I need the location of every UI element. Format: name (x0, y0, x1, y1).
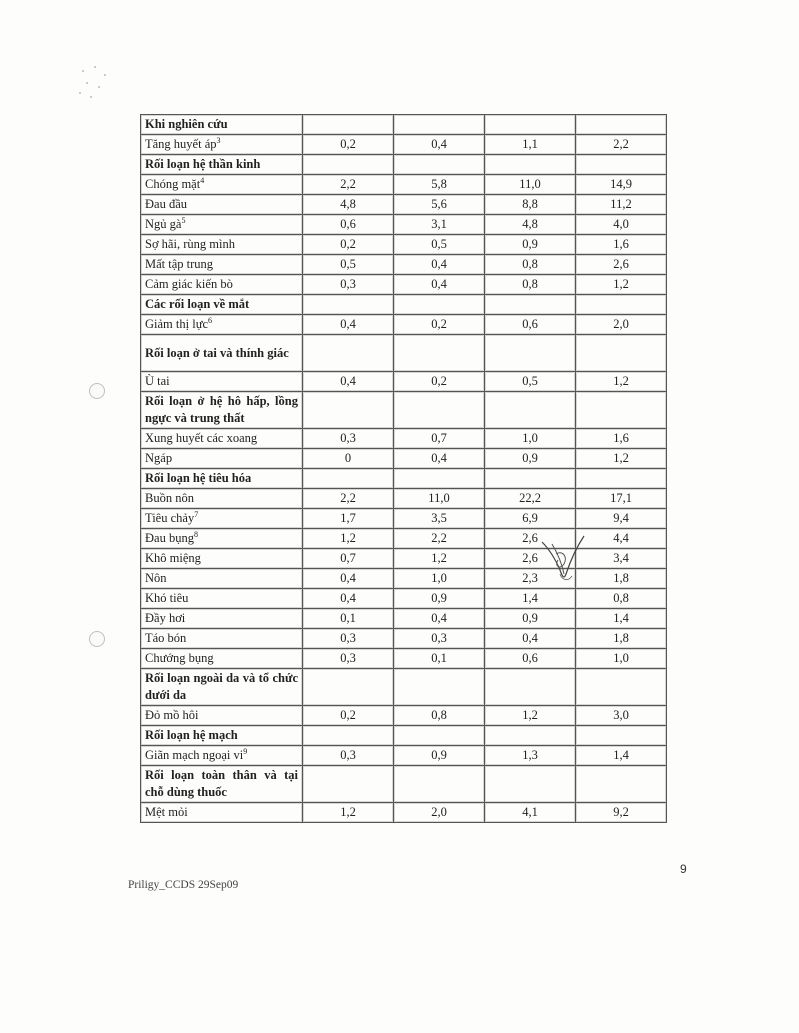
section-header-row (141, 726, 667, 746)
value-cell: 0,4 (303, 315, 394, 335)
value-cell (303, 669, 394, 706)
value-cell: 1,3 (485, 746, 576, 766)
value-cell (394, 335, 485, 372)
value-cell: 1,7 (303, 509, 394, 529)
value-cell: 1,0 (485, 429, 576, 449)
row-label-cell (141, 609, 303, 629)
value-cell: 1,6 (576, 235, 667, 255)
value-cell: 2,6 (485, 549, 576, 569)
value-cell: 11,0 (394, 489, 485, 509)
value-cell: 2,6 (485, 529, 576, 549)
document-footer: Priligy_CCDS 29Sep09 (128, 879, 239, 891)
adverse-events-table (140, 114, 667, 823)
row-label-cell (141, 706, 303, 726)
table-row (141, 235, 667, 255)
row-label: Đầy hơi (145, 611, 186, 625)
value-cell: 0,5 (485, 372, 576, 392)
table-row (141, 315, 667, 335)
footnote-marker: 3 (216, 135, 221, 145)
row-label-cell (141, 489, 303, 509)
value-cell (576, 766, 667, 803)
value-cell: 0,6 (485, 649, 576, 669)
value-cell (394, 669, 485, 706)
row-label-cell (141, 215, 303, 235)
value-cell (576, 115, 667, 135)
row-label: Mất tập trung (145, 257, 214, 271)
row-label: Chướng bụng (145, 651, 214, 665)
value-cell: 1,2 (485, 706, 576, 726)
value-cell (485, 115, 576, 135)
footnote-marker: 8 (193, 529, 198, 539)
row-label-cell (141, 429, 303, 449)
value-cell: 1,1 (485, 135, 576, 155)
row-label: Ù tai (145, 374, 170, 388)
table-row (141, 195, 667, 215)
row-label: Khô miệng (145, 551, 201, 565)
table-row (141, 175, 667, 195)
value-cell (485, 295, 576, 315)
value-cell: 3,4 (576, 549, 667, 569)
value-cell: 0,2 (303, 706, 394, 726)
value-cell: 6,9 (485, 509, 576, 529)
footnote-marker: 7 (194, 509, 199, 519)
value-cell: 0,9 (485, 609, 576, 629)
value-cell (485, 766, 576, 803)
value-cell (576, 726, 667, 746)
row-label-cell (141, 669, 303, 706)
table-row (141, 255, 667, 275)
value-cell (576, 469, 667, 489)
table-row (141, 589, 667, 609)
section-title: Rối loạn ngoài da và tổ chức dưới da (145, 671, 298, 702)
value-cell: 0,1 (303, 609, 394, 629)
value-cell: 0,2 (394, 315, 485, 335)
value-cell: 0,4 (394, 255, 485, 275)
row-label-cell (141, 529, 303, 549)
row-label: Tiêu chảy (145, 511, 195, 525)
row-label-cell (141, 549, 303, 569)
table-row (141, 372, 667, 392)
table-row (141, 429, 667, 449)
row-label: Khó tiêu (145, 591, 189, 605)
value-cell: 1,2 (576, 449, 667, 469)
value-cell: 0,9 (485, 449, 576, 469)
value-cell: 4,0 (576, 215, 667, 235)
page-number: 9 (680, 862, 687, 876)
row-label-cell (141, 235, 303, 255)
value-cell: 1,4 (576, 609, 667, 629)
value-cell: 4,8 (303, 195, 394, 215)
value-cell: 1,4 (485, 589, 576, 609)
value-cell: 22,2 (485, 489, 576, 509)
row-label-cell (141, 509, 303, 529)
value-cell: 1,4 (576, 746, 667, 766)
row-label-cell (141, 372, 303, 392)
value-cell: 11,2 (576, 195, 667, 215)
row-label-cell (141, 135, 303, 155)
value-cell: 9,2 (576, 803, 667, 823)
value-cell (485, 469, 576, 489)
table-row (141, 629, 667, 649)
row-label: Nôn (145, 571, 167, 585)
row-label-cell (141, 335, 303, 372)
footnote-marker: 5 (181, 215, 186, 225)
value-cell: 1,8 (576, 629, 667, 649)
value-cell (576, 295, 667, 315)
value-cell: 3,0 (576, 706, 667, 726)
value-cell: 9,4 (576, 509, 667, 529)
row-label: Tăng huyết áp (145, 137, 217, 151)
row-label-cell (141, 569, 303, 589)
row-label: Cảm giác kiến bò (145, 277, 233, 291)
value-cell: 0,4 (394, 275, 485, 295)
value-cell: 4,4 (576, 529, 667, 549)
value-cell: 8,8 (485, 195, 576, 215)
section-title: Rối loạn ở hệ hô hấp, lồng ngực và trung thất (145, 394, 298, 425)
value-cell: 0,7 (394, 429, 485, 449)
value-cell: 0,3 (303, 429, 394, 449)
value-cell (394, 469, 485, 489)
table-row (141, 706, 667, 726)
value-cell (303, 335, 394, 372)
value-cell (485, 335, 576, 372)
value-cell (394, 392, 485, 429)
section-title: Các rối loạn về mắt (145, 297, 250, 311)
value-cell: 2,2 (303, 489, 394, 509)
value-cell: 2,3 (485, 569, 576, 589)
row-label-cell (141, 589, 303, 609)
value-cell: 1,2 (303, 529, 394, 549)
value-cell: 0,8 (394, 706, 485, 726)
value-cell: 0,3 (303, 629, 394, 649)
value-cell: 0,3 (303, 649, 394, 669)
value-cell: 2,2 (576, 135, 667, 155)
section-header-row (141, 115, 667, 135)
row-label-cell (141, 803, 303, 823)
value-cell: 1,6 (576, 429, 667, 449)
value-cell: 2,0 (576, 315, 667, 335)
value-cell: 0,3 (303, 275, 394, 295)
value-cell (303, 726, 394, 746)
value-cell (485, 155, 576, 175)
table-row (141, 649, 667, 669)
table-row (141, 509, 667, 529)
section-header-row (141, 669, 667, 706)
value-cell: 0,3 (303, 746, 394, 766)
value-cell: 0,2 (303, 235, 394, 255)
section-header-row (141, 335, 667, 372)
value-cell: 5,8 (394, 175, 485, 195)
value-cell: 0,4 (485, 629, 576, 649)
row-label: Đỏ mồ hôi (145, 708, 199, 722)
row-label: Sợ hãi, rùng mình (145, 237, 235, 251)
value-cell: 3,5 (394, 509, 485, 529)
section-title: Rối loạn hệ mạch (145, 728, 238, 742)
scan-specks (76, 62, 116, 102)
value-cell (576, 155, 667, 175)
value-cell: 2,6 (576, 255, 667, 275)
row-label-cell (141, 449, 303, 469)
value-cell: 0,4 (394, 609, 485, 629)
value-cell: 4,1 (485, 803, 576, 823)
row-label: Chóng mặt (145, 177, 201, 191)
value-cell: 0,6 (303, 215, 394, 235)
value-cell: 5,6 (394, 195, 485, 215)
row-label-cell (141, 746, 303, 766)
value-cell: 2,2 (394, 529, 485, 549)
section-title: Rối loạn toàn thân và tại chỗ dùng thuốc (145, 768, 298, 799)
value-cell: 0,4 (303, 589, 394, 609)
section-header-row (141, 392, 667, 429)
value-cell (394, 766, 485, 803)
value-cell (394, 726, 485, 746)
row-label: Ngủ gà (145, 217, 182, 231)
table-row (141, 215, 667, 235)
value-cell: 0,9 (485, 235, 576, 255)
row-label: Đau đầu (145, 197, 187, 211)
row-label: Mệt mỏi (145, 805, 188, 819)
value-cell: 2,0 (394, 803, 485, 823)
punch-hole-icon (89, 631, 105, 647)
value-cell (394, 155, 485, 175)
value-cell: 1,2 (303, 803, 394, 823)
value-cell (485, 392, 576, 429)
table-row (141, 449, 667, 469)
section-header-row (141, 295, 667, 315)
row-label-cell (141, 726, 303, 746)
value-cell: 0,1 (394, 649, 485, 669)
value-cell: 0,4 (394, 449, 485, 469)
value-cell (303, 766, 394, 803)
value-cell: 0,5 (303, 255, 394, 275)
value-cell (303, 155, 394, 175)
row-label-cell (141, 295, 303, 315)
row-label: Giảm thị lực (145, 317, 209, 331)
row-label-cell (141, 195, 303, 215)
value-cell (303, 392, 394, 429)
row-label-cell (141, 255, 303, 275)
row-label-cell (141, 155, 303, 175)
table-row (141, 275, 667, 295)
value-cell: 11,0 (485, 175, 576, 195)
value-cell (485, 669, 576, 706)
row-label-cell (141, 275, 303, 295)
value-cell (303, 295, 394, 315)
value-cell (576, 335, 667, 372)
value-cell: 2,2 (303, 175, 394, 195)
handwritten-mark (538, 530, 608, 585)
section-title: Rối loạn ở tai và thính giác (145, 345, 289, 360)
row-label: Táo bón (145, 631, 187, 645)
footnote-marker: 6 (208, 315, 213, 325)
value-cell: 4,8 (485, 215, 576, 235)
value-cell (394, 295, 485, 315)
row-label: Buồn nôn (145, 491, 194, 505)
value-cell: 1,2 (576, 372, 667, 392)
value-cell (394, 115, 485, 135)
section-title: Rối loạn hệ thần kinh (145, 157, 261, 171)
value-cell: 1,2 (394, 549, 485, 569)
row-label-cell (141, 649, 303, 669)
value-cell: 0,3 (394, 629, 485, 649)
value-cell (576, 392, 667, 429)
table-row (141, 135, 667, 155)
table-row (141, 609, 667, 629)
punch-hole-icon (89, 383, 105, 399)
row-label: Xung huyết các xoang (145, 431, 258, 445)
value-cell: 0,2 (303, 135, 394, 155)
value-cell (303, 469, 394, 489)
value-cell: 0,4 (394, 135, 485, 155)
section-title: Khi nghiên cứu (145, 117, 228, 131)
row-label-cell (141, 175, 303, 195)
value-cell: 0,9 (394, 589, 485, 609)
footnote-marker: 4 (200, 175, 205, 185)
row-label-cell (141, 629, 303, 649)
section-header-row (141, 155, 667, 175)
value-cell: 0,8 (576, 589, 667, 609)
value-cell (303, 115, 394, 135)
value-cell: 14,9 (576, 175, 667, 195)
value-cell: 17,1 (576, 489, 667, 509)
value-cell: 0,2 (394, 372, 485, 392)
footnote-marker: 9 (243, 746, 248, 756)
table-row (141, 489, 667, 509)
value-cell: 0,4 (303, 372, 394, 392)
section-title: Rối loạn hệ tiêu hóa (145, 471, 252, 485)
row-label: Đau bụng (145, 531, 194, 545)
row-label-cell (141, 469, 303, 489)
value-cell: 0 (303, 449, 394, 469)
section-header-row (141, 766, 667, 803)
value-cell (576, 669, 667, 706)
value-cell: 1,0 (576, 649, 667, 669)
value-cell: 0,9 (394, 746, 485, 766)
section-header-row (141, 469, 667, 489)
value-cell: 0,7 (303, 549, 394, 569)
value-cell: 0,5 (394, 235, 485, 255)
value-cell (485, 726, 576, 746)
value-cell: 0,6 (485, 315, 576, 335)
value-cell: 1,8 (576, 569, 667, 589)
row-label-cell (141, 766, 303, 803)
value-cell: 1,0 (394, 569, 485, 589)
row-label-cell (141, 115, 303, 135)
value-cell: 3,1 (394, 215, 485, 235)
value-cell: 0,8 (485, 255, 576, 275)
row-label-cell (141, 315, 303, 335)
value-cell: 0,4 (303, 569, 394, 589)
row-label: Giãn mạch ngoại vi (145, 748, 244, 762)
value-cell: 1,2 (576, 275, 667, 295)
table-row (141, 746, 667, 766)
table-row (141, 803, 667, 823)
value-cell: 0,8 (485, 275, 576, 295)
row-label-cell (141, 392, 303, 429)
row-label: Ngáp (145, 451, 173, 465)
